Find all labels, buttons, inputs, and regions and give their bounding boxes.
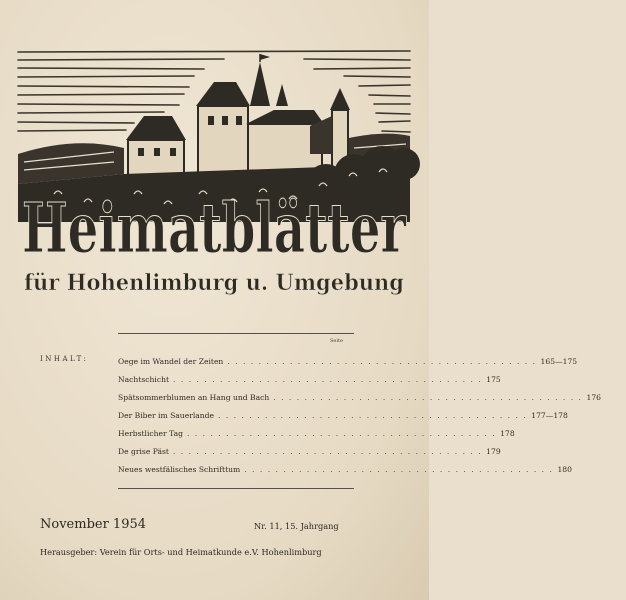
toc-leader-dots xyxy=(240,465,557,474)
toc-leader-dots xyxy=(169,375,486,384)
toc-item-pages: 178 xyxy=(500,428,515,438)
page-column-label: Seite xyxy=(330,338,343,344)
toc-leader-dots xyxy=(269,393,586,402)
table-of-contents xyxy=(118,352,601,478)
toc-item-title: Herbstlicher Tag xyxy=(118,428,183,438)
masthead-title: Heimatblätter xyxy=(22,189,407,269)
contents-top-rule xyxy=(118,333,354,334)
toc-item-pages: 179 xyxy=(486,446,501,456)
issue-date: November 1954 xyxy=(40,517,147,532)
toc-item xyxy=(118,424,515,442)
issue-number: Nr. 11, 15. Jahrgang xyxy=(254,521,339,531)
toc-item-title: Spätsommerblumen an Hang und Bach xyxy=(118,392,270,402)
toc-item-title: Oege im Wandel der Zeiten xyxy=(118,356,224,366)
toc-item xyxy=(118,442,501,460)
contents-label: INHALT: xyxy=(40,355,89,363)
toc-item xyxy=(118,370,501,388)
toc-item xyxy=(118,460,572,478)
toc-item-title: Der Biber im Sauerlande xyxy=(118,410,215,420)
toc-item xyxy=(118,388,601,406)
toc-item-pages: 180 xyxy=(557,464,572,474)
toc-item-pages: 175 xyxy=(486,374,501,384)
toc-leader-dots xyxy=(223,357,540,366)
toc-leader-dots xyxy=(214,411,531,420)
toc-item-title: Nachtschicht xyxy=(118,374,170,384)
toc-item-title: Neues westfälisches Schrifttum xyxy=(118,464,241,474)
publisher-line: Herausgeber: Verein für Orts- und Heimatkunde e.V. Hohenlimburg xyxy=(40,547,322,557)
toc-item-pages: 165—175 xyxy=(540,356,578,366)
toc-item xyxy=(118,406,568,424)
toc-leader-dots xyxy=(169,447,486,456)
masthead-subtitle: für Hohenlimburg u. Umgebung xyxy=(24,270,404,296)
toc-leader-dots xyxy=(183,429,500,438)
toc-item-pages: 176 xyxy=(586,392,601,402)
toc-item-title: De grise Päst xyxy=(118,446,169,456)
toc-item-pages: 177—178 xyxy=(531,410,568,420)
contents-bottom-rule xyxy=(118,488,354,489)
toc-item xyxy=(118,352,578,370)
masthead xyxy=(14,190,414,300)
